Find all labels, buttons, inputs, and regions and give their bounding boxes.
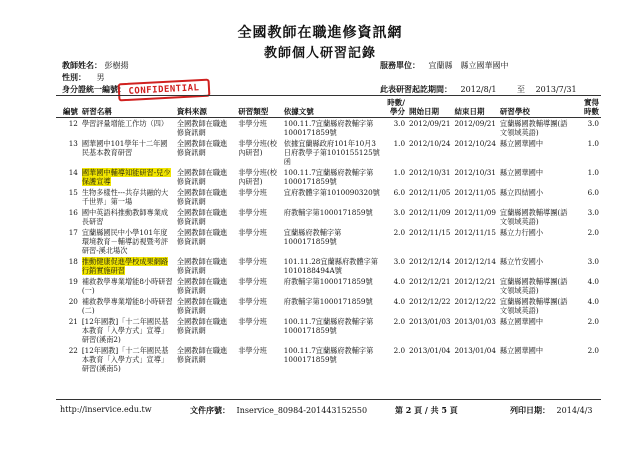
cell-type bbox=[236, 118, 282, 139]
cell-source-text: 全國教師在職進修資訊網 bbox=[176, 168, 228, 186]
cell-name bbox=[80, 227, 175, 256]
cell-name-text: 推動健康促進學校成果網路行銷實施研習 bbox=[81, 257, 169, 275]
cell-start bbox=[407, 118, 452, 139]
col-header-doc: 依據文號 bbox=[283, 107, 314, 116]
cell-doc-text: 100.11.7宜蘭縣府教輔字第1000171859號 bbox=[283, 346, 374, 364]
cell-doc-text: 依據宜蘭縣政府101年10月3日府教學子第1010155125號函 bbox=[283, 139, 380, 166]
cell-start-text: 2012/11/05 bbox=[409, 188, 451, 197]
cell-no bbox=[56, 256, 80, 276]
cell-school-text: 縣立四結國小 bbox=[499, 188, 544, 197]
cell-type-text: 非學分班 bbox=[238, 228, 267, 237]
cell-no-text: 15 bbox=[68, 188, 78, 197]
cell-end-text: 2012/10/31 bbox=[454, 168, 496, 177]
cell-start bbox=[407, 345, 452, 374]
cell-hours-text: 3.0 bbox=[393, 257, 406, 266]
col-header-end: 結束日期 bbox=[454, 107, 485, 116]
table-row bbox=[56, 296, 601, 316]
cell-type bbox=[236, 187, 282, 207]
cell-doc-text: 府教輔字第1000171859號 bbox=[283, 277, 373, 286]
cell-start-text: 2013/01/03 bbox=[409, 317, 451, 326]
cell-start bbox=[407, 187, 452, 207]
cell-doc bbox=[282, 118, 383, 139]
cell-credit-text: 2.0 bbox=[587, 317, 599, 326]
cell-end-text: 2012/09/21 bbox=[454, 119, 496, 128]
col-header-hours: 時數/學分 bbox=[387, 98, 406, 116]
cell-end-text: 2012/12/14 bbox=[454, 257, 496, 266]
table-row bbox=[56, 256, 601, 276]
cell-end bbox=[452, 345, 497, 374]
cell-source-text: 全國教師在職進修資訊網 bbox=[176, 346, 228, 364]
cell-type-text: 非學分班 bbox=[238, 297, 267, 306]
cell-type bbox=[236, 276, 282, 296]
cell-start-text: 2012/10/31 bbox=[409, 168, 451, 177]
cell-no-text: 12 bbox=[68, 119, 78, 128]
cell-name-text: 補救教學專業增能8小時研習(一) bbox=[81, 277, 173, 295]
cell-credit-text: 4.0 bbox=[587, 297, 599, 306]
table-row bbox=[56, 207, 601, 227]
cell-end-text: 2012/11/15 bbox=[454, 228, 496, 237]
period-separator: 至 bbox=[517, 85, 526, 94]
page-subtitle: 教師個人研習記錄 bbox=[263, 46, 376, 61]
page-title: 全國教師在職進修資訊網 bbox=[237, 25, 403, 41]
id-row bbox=[62, 84, 126, 95]
cell-start bbox=[407, 276, 452, 296]
cell-name-text: [12年國教]「十二年國民基本教育「入學方式」宣導」研習(溪南2) bbox=[81, 317, 169, 344]
table-row bbox=[56, 187, 601, 207]
table-row bbox=[56, 118, 601, 139]
cell-credit bbox=[575, 227, 601, 256]
cell-no-text: 18 bbox=[68, 257, 78, 266]
period-end: 2013/7/31 bbox=[535, 85, 577, 94]
cell-doc-text: 100.11.7宜蘭縣府教輔字第1000171859號 bbox=[283, 119, 374, 137]
cell-school-text: 宜蘭縣國教輔導團(語文領域英語) bbox=[499, 297, 568, 315]
cell-source-text: 全國教師在職進修資訊網 bbox=[176, 188, 228, 206]
cell-school bbox=[498, 207, 575, 227]
cell-source-text: 全國教師在職進修資訊網 bbox=[176, 119, 228, 137]
cell-no-text: 19 bbox=[68, 277, 78, 286]
col-header-name: 研習名稱 bbox=[81, 107, 112, 116]
cell-end bbox=[452, 118, 497, 139]
cell-credit bbox=[575, 345, 601, 374]
cell-hours bbox=[383, 227, 407, 256]
cell-hours bbox=[383, 207, 407, 227]
cell-source-text: 全國教師在職進修資訊網 bbox=[176, 208, 228, 226]
cell-school bbox=[498, 227, 575, 256]
footer-url[interactable]: http://inservice.edu.tw bbox=[60, 405, 152, 414]
cell-name bbox=[80, 118, 175, 139]
print-date-label: 列印日期： bbox=[510, 405, 550, 415]
cell-school-text: 縣立竹安國小 bbox=[499, 257, 544, 266]
cell-no bbox=[56, 345, 80, 374]
cell-no bbox=[56, 296, 80, 316]
cell-start bbox=[407, 167, 452, 187]
cell-school bbox=[498, 256, 575, 276]
cell-school bbox=[498, 276, 575, 296]
cell-start-text: 2012/12/21 bbox=[409, 277, 451, 286]
table-row bbox=[56, 316, 601, 345]
cell-no-text: 22 bbox=[68, 346, 78, 355]
cell-hours-text: 4.0 bbox=[393, 277, 406, 286]
cell-end bbox=[452, 167, 497, 187]
cell-no-text: 13 bbox=[68, 139, 78, 148]
cell-hours-text: 3.0 bbox=[393, 208, 406, 217]
footer-page-number: 第 2 頁 / 共 5 頁 bbox=[395, 405, 458, 415]
cell-school bbox=[498, 316, 575, 345]
table-row bbox=[56, 345, 601, 374]
col-header-start: 開始日期 bbox=[409, 107, 440, 116]
cell-credit-text: 2.0 bbox=[587, 228, 599, 237]
cell-school-text: 宜蘭縣國教輔導團(語文領域英語) bbox=[499, 277, 568, 295]
cell-school-text: 宜蘭縣國教輔導團(語文領域英語) bbox=[499, 119, 568, 137]
cell-school bbox=[498, 167, 575, 187]
cell-name-text: 國華國中輔導知能研習-兒少保護宣導 bbox=[81, 168, 171, 186]
cell-end bbox=[452, 207, 497, 227]
cell-school-text: 縣立力行國小 bbox=[499, 228, 544, 237]
cell-doc-text: 府教輔字第1000171859號 bbox=[283, 208, 373, 217]
cell-doc bbox=[282, 167, 383, 187]
table-row bbox=[56, 167, 601, 187]
cell-source-text: 全國教師在職進修資訊網 bbox=[176, 277, 228, 295]
cell-school-text: 縣立國華國中 bbox=[499, 139, 544, 148]
cell-source-text: 全國教師在職進修資訊網 bbox=[176, 297, 228, 315]
cell-name-text: 國中英語科推動教師專業成長研習 bbox=[81, 208, 169, 226]
cell-start-text: 2012/12/22 bbox=[409, 297, 451, 306]
cell-name bbox=[80, 187, 175, 207]
teacher-name-row bbox=[62, 60, 129, 71]
cell-no bbox=[56, 316, 80, 345]
gender-row bbox=[62, 72, 105, 83]
cell-type-text: 非學分班(校內研習) bbox=[238, 139, 277, 157]
cell-no bbox=[56, 187, 80, 207]
cell-hours-text: 2.0 bbox=[393, 346, 406, 355]
cell-credit bbox=[575, 138, 601, 167]
cell-name bbox=[80, 167, 175, 187]
cell-end-text: 2012/11/09 bbox=[454, 208, 496, 217]
cell-hours bbox=[383, 316, 407, 345]
cell-start bbox=[407, 316, 452, 345]
cell-hours bbox=[383, 138, 407, 167]
cell-source bbox=[175, 207, 236, 227]
cell-name bbox=[80, 256, 175, 276]
cell-credit-text: 3.0 bbox=[587, 119, 599, 128]
col-header-no: 編號 bbox=[62, 107, 78, 116]
cell-end bbox=[452, 138, 497, 167]
cell-school bbox=[498, 187, 575, 207]
cell-start bbox=[407, 138, 452, 167]
cell-start-text: 2012/09/21 bbox=[409, 119, 451, 128]
cell-credit bbox=[575, 316, 601, 345]
cell-name-text: 學習評量增能工作坊（四） bbox=[81, 119, 169, 128]
cell-credit-text: 1.0 bbox=[587, 168, 599, 177]
cell-type-text: 非學分班 bbox=[238, 119, 267, 128]
cell-type bbox=[236, 256, 282, 276]
footer-doc-no bbox=[190, 405, 367, 416]
cell-no-text: 16 bbox=[68, 208, 78, 217]
footer-rule bbox=[56, 399, 601, 400]
cell-doc bbox=[282, 227, 383, 256]
cell-source-text: 全國教師在職進修資訊網 bbox=[176, 317, 228, 335]
unit-label: 服務單位： bbox=[380, 60, 420, 70]
cell-name bbox=[80, 316, 175, 345]
cell-source-text: 全國教師在職進修資訊網 bbox=[176, 228, 228, 246]
cell-source bbox=[175, 118, 236, 139]
teacher-name: 彭樹揚 bbox=[104, 61, 129, 70]
cell-name bbox=[80, 138, 175, 167]
cell-end-text: 2012/12/21 bbox=[454, 277, 496, 286]
cell-source-text: 全國教師在職進修資訊網 bbox=[176, 139, 228, 157]
doc-no-value: Inservice_80984-201443152550 bbox=[236, 406, 368, 415]
cell-hours-text: 2.0 bbox=[393, 317, 406, 326]
col-header-credit: 實得時數 bbox=[584, 98, 599, 116]
cell-doc bbox=[282, 296, 383, 316]
cell-school bbox=[498, 118, 575, 139]
cell-source bbox=[175, 187, 236, 207]
cell-school-text: 縣立國華國中 bbox=[499, 346, 544, 355]
cell-school-text: 縣立國華國中 bbox=[499, 317, 544, 326]
cell-type-text: 非學分班 bbox=[238, 346, 267, 355]
col-header-type: 研習類型 bbox=[238, 107, 269, 116]
cell-type bbox=[236, 227, 282, 256]
unit-row bbox=[380, 60, 509, 71]
cell-name bbox=[80, 207, 175, 227]
col-header-school: 研習學校 bbox=[499, 107, 530, 116]
training-records-table bbox=[56, 97, 601, 374]
cell-type-text: 非學分班 bbox=[238, 208, 267, 217]
footer-print-date bbox=[510, 405, 592, 416]
cell-credit bbox=[575, 256, 601, 276]
cell-credit bbox=[575, 167, 601, 187]
cell-type-text: 非學分班 bbox=[238, 277, 267, 286]
table-row bbox=[56, 227, 601, 256]
table-row bbox=[56, 138, 601, 167]
cell-end bbox=[452, 276, 497, 296]
cell-end-text: 2013/01/04 bbox=[454, 346, 496, 355]
cell-end-text: 2012/11/05 bbox=[454, 188, 496, 197]
cell-doc bbox=[282, 207, 383, 227]
cell-credit-text: 1.0 bbox=[587, 139, 599, 148]
cell-source bbox=[175, 276, 236, 296]
cell-name-text: 生物多樣性---共存共融的大千世界」第一場 bbox=[81, 188, 169, 206]
cell-credit bbox=[575, 187, 601, 207]
cell-doc-text: 101.11.28宜蘭縣府教體字第1010188494A號 bbox=[283, 257, 378, 275]
cell-credit-text: 2.0 bbox=[587, 346, 599, 355]
cell-doc-text: 100.11.7宜蘭縣府教輔字第1000171859號 bbox=[283, 317, 374, 335]
cell-no bbox=[56, 118, 80, 139]
cell-credit-text: 6.0 bbox=[587, 188, 599, 197]
cell-name bbox=[80, 296, 175, 316]
cell-hours-text: 4.0 bbox=[393, 297, 406, 306]
cell-no bbox=[56, 167, 80, 187]
cell-end-text: 2013/01/03 bbox=[454, 317, 496, 326]
cell-name-text: 補救教學專業增能8小時研習(二) bbox=[81, 297, 173, 315]
cell-start bbox=[407, 207, 452, 227]
cell-hours-text: 6.0 bbox=[393, 188, 406, 197]
cell-source bbox=[175, 256, 236, 276]
cell-doc-text: 100.11.7宜蘭縣府教輔字第1000171859號 bbox=[283, 168, 374, 186]
cell-credit-text: 4.0 bbox=[587, 277, 599, 286]
cell-doc-text: 府教輔字第1000171859號 bbox=[283, 297, 373, 306]
cell-start-text: 2012/12/14 bbox=[409, 257, 451, 266]
cell-start-text: 2013/01/04 bbox=[409, 346, 451, 355]
cell-hours bbox=[383, 256, 407, 276]
confidential-stamp: CONFIDENTIAL bbox=[118, 79, 211, 102]
cell-school bbox=[498, 138, 575, 167]
cell-no-text: 21 bbox=[68, 317, 78, 326]
cell-end bbox=[452, 227, 497, 256]
id-label: 身分證統一編號： bbox=[62, 84, 126, 94]
cell-source-text: 全國教師在職進修資訊網 bbox=[176, 257, 228, 275]
cell-doc bbox=[282, 276, 383, 296]
cell-start bbox=[407, 256, 452, 276]
teacher-name-label: 教師姓名： bbox=[62, 60, 102, 70]
cell-no bbox=[56, 207, 80, 227]
cell-no bbox=[56, 138, 80, 167]
cell-end bbox=[452, 316, 497, 345]
cell-hours-text: 1.0 bbox=[393, 139, 406, 148]
cell-doc bbox=[282, 138, 383, 167]
cell-hours-text: 1.0 bbox=[393, 168, 406, 177]
unit-value: 宜蘭縣 縣立國華國中 bbox=[428, 61, 509, 70]
cell-start bbox=[407, 227, 452, 256]
cell-doc bbox=[282, 256, 383, 276]
cell-no bbox=[56, 276, 80, 296]
cell-doc bbox=[282, 187, 383, 207]
cell-type bbox=[236, 207, 282, 227]
cell-hours bbox=[383, 276, 407, 296]
cell-source bbox=[175, 167, 236, 187]
cell-source bbox=[175, 227, 236, 256]
cell-hours bbox=[383, 296, 407, 316]
cell-name-text: [12年國教]「十二年國民基本教育「入學方式」宣導」研習(溪南5) bbox=[81, 346, 169, 373]
cell-school bbox=[498, 345, 575, 374]
cell-type bbox=[236, 296, 282, 316]
cell-start bbox=[407, 296, 452, 316]
cell-name bbox=[80, 276, 175, 296]
cell-no bbox=[56, 227, 80, 256]
cell-hours bbox=[383, 187, 407, 207]
cell-school-text: 宜蘭縣國教輔導團(語文領域英語) bbox=[499, 208, 568, 226]
cell-type bbox=[236, 345, 282, 374]
cell-hours bbox=[383, 345, 407, 374]
doc-no-label: 文件序號： bbox=[190, 405, 230, 415]
period-label: 此表研習起訖期間： bbox=[380, 84, 452, 94]
cell-type-text: 非學分班 bbox=[238, 257, 267, 266]
cell-name-text: 國華國中101學年十二年國民基本教育研習 bbox=[81, 139, 168, 157]
cell-type-text: 非學分班 bbox=[238, 317, 267, 326]
cell-end-text: 2012/10/24 bbox=[454, 139, 496, 148]
cell-hours bbox=[383, 167, 407, 187]
cell-type-text: 非學分班 bbox=[238, 188, 267, 197]
cell-credit bbox=[575, 118, 601, 139]
cell-credit bbox=[575, 207, 601, 227]
gender-value: 男 bbox=[96, 73, 105, 82]
cell-no-text: 14 bbox=[68, 168, 78, 177]
cell-type-text: 非學分班(校內研習) bbox=[238, 168, 277, 186]
cell-start-text: 2012/11/15 bbox=[409, 228, 451, 237]
cell-doc-text: 宜蘭縣府教輔字第1000171859號 bbox=[283, 228, 342, 246]
cell-name-text: 宜蘭縣國民中小學101年度環境教育－輔導訪視暨考評研習-溪北場次 bbox=[81, 228, 169, 255]
gender-label: 性別： bbox=[62, 72, 86, 82]
header-top-rule bbox=[56, 95, 601, 96]
period-row bbox=[380, 84, 577, 95]
cell-doc bbox=[282, 345, 383, 374]
cell-credit-text: 3.0 bbox=[587, 257, 599, 266]
print-date-value: 2014/4/3 bbox=[556, 406, 593, 415]
cell-hours-text: 2.0 bbox=[393, 228, 406, 237]
cell-end bbox=[452, 256, 497, 276]
period-start: 2012/8/1 bbox=[460, 85, 497, 94]
cell-doc-text: 宜府教體字第1010090320號 bbox=[283, 188, 380, 197]
cell-credit bbox=[575, 296, 601, 316]
cell-doc bbox=[282, 316, 383, 345]
cell-no-text: 17 bbox=[68, 228, 78, 237]
cell-start-text: 2012/10/24 bbox=[409, 139, 451, 148]
cell-name bbox=[80, 345, 175, 374]
cell-source bbox=[175, 345, 236, 374]
table-row bbox=[56, 276, 601, 296]
cell-school bbox=[498, 296, 575, 316]
cell-end bbox=[452, 296, 497, 316]
cell-hours bbox=[383, 118, 407, 139]
cell-hours-text: 3.0 bbox=[393, 119, 406, 128]
cell-credit bbox=[575, 276, 601, 296]
cell-school-text: 縣立國華國中 bbox=[499, 168, 544, 177]
cell-source bbox=[175, 138, 236, 167]
cell-credit-text: 3.0 bbox=[587, 208, 599, 217]
cell-source bbox=[175, 296, 236, 316]
cell-no-text: 20 bbox=[68, 297, 78, 306]
cell-type bbox=[236, 167, 282, 187]
cell-type bbox=[236, 316, 282, 345]
cell-type bbox=[236, 138, 282, 167]
col-header-source: 資料來源 bbox=[176, 107, 207, 116]
cell-end bbox=[452, 187, 497, 207]
cell-source bbox=[175, 316, 236, 345]
cell-start-text: 2012/11/09 bbox=[409, 208, 451, 217]
table-header-row bbox=[56, 97, 601, 118]
cell-end-text: 2012/12/22 bbox=[454, 297, 496, 306]
